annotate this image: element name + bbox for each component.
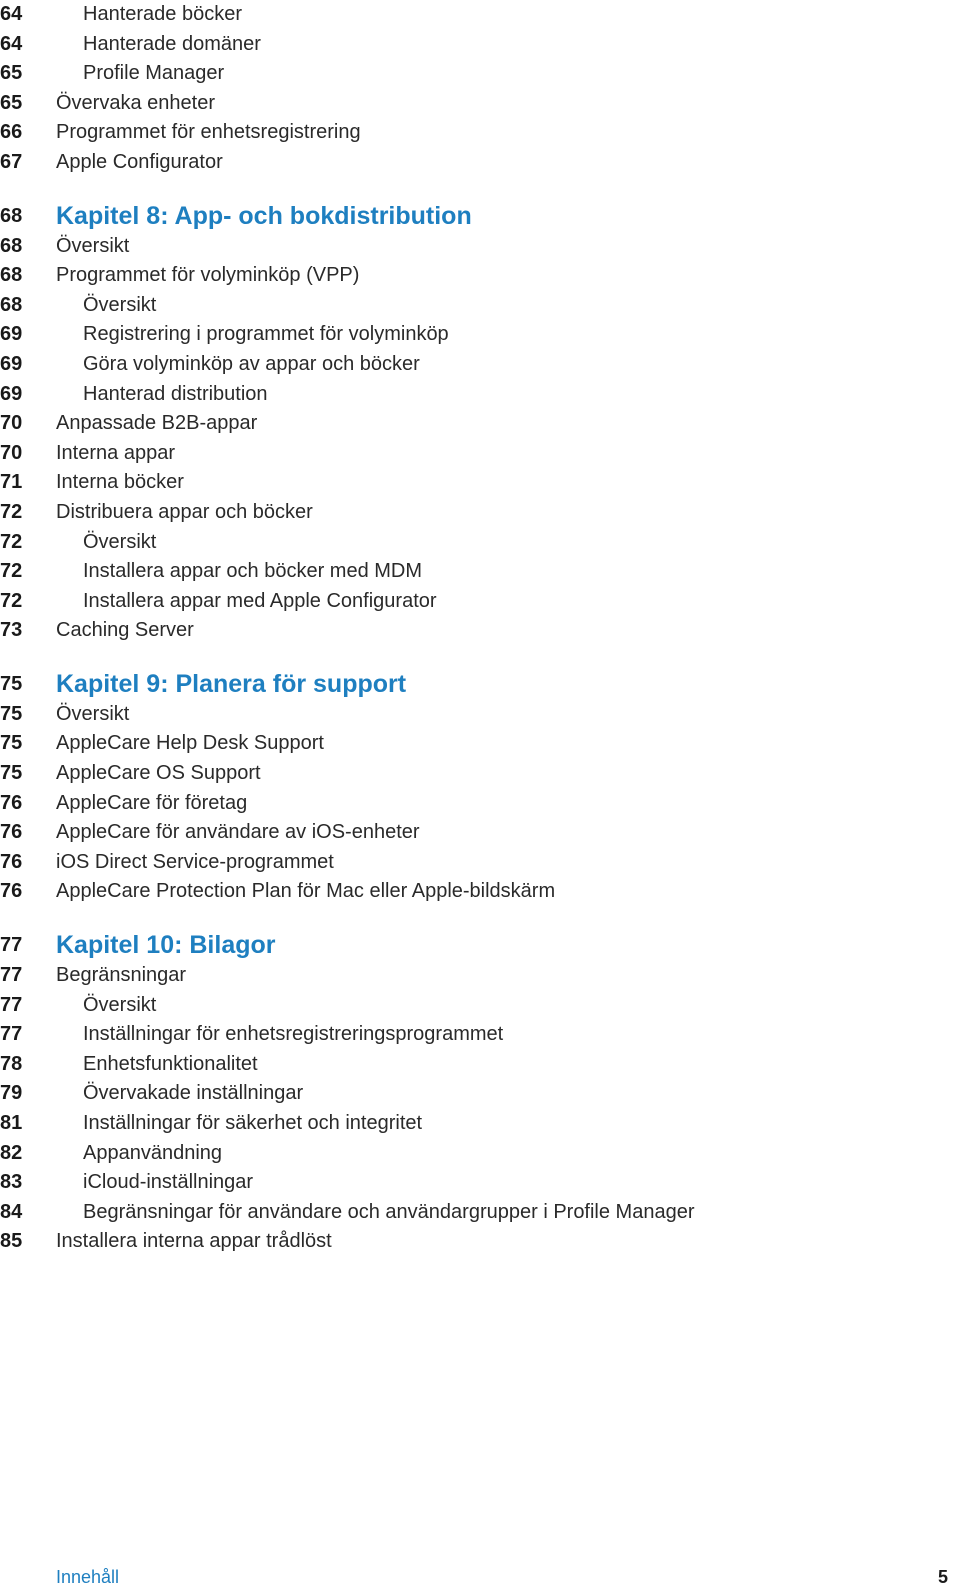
- toc-page-number: 77: [0, 934, 23, 957]
- toc-page-number: 65: [0, 91, 23, 114]
- toc-subentry[interactable]: [0, 1198, 960, 1228]
- toc-entry[interactable]: [0, 89, 960, 119]
- toc-section: [0, 201, 960, 646]
- toc-entry[interactable]: [0, 961, 960, 991]
- toc-subentry[interactable]: [0, 30, 960, 60]
- toc-page-number: 67: [0, 150, 23, 173]
- toc-entry-title: AppleCare OS Support: [56, 762, 261, 785]
- toc-page-number: 76: [0, 850, 23, 873]
- toc-entry-title: Hanterad distribution: [83, 382, 268, 405]
- toc-page-number: 68: [0, 264, 23, 287]
- toc-entry-title: AppleCare Help Desk Support: [56, 732, 324, 755]
- toc-page-number: 75: [0, 762, 23, 785]
- toc-entry[interactable]: [0, 261, 960, 291]
- toc-page-number: 77: [0, 993, 23, 1016]
- toc-page-number: 65: [0, 62, 23, 85]
- toc-entry-title: Hanterade böcker: [83, 3, 242, 25]
- toc-entry-title: Anpassade B2B-appar: [56, 412, 258, 435]
- toc-page-number: 75: [0, 702, 23, 725]
- toc-entry[interactable]: [0, 848, 960, 878]
- toc-entry-title: Installera interna appar trådlöst: [56, 1230, 332, 1253]
- toc-page-number: 76: [0, 821, 23, 844]
- toc-entry[interactable]: [0, 409, 960, 439]
- toc-entry-title: Översikt: [56, 234, 130, 257]
- toc-section: [0, 669, 960, 907]
- toc-page-number: 75: [0, 672, 23, 695]
- toc-page-number: 75: [0, 732, 23, 755]
- toc-entry[interactable]: [0, 439, 960, 469]
- chapter-title: Kapitel 8: App- och bokdistribution: [56, 201, 472, 230]
- toc-page-number: 66: [0, 121, 23, 144]
- toc-page-number: 69: [0, 323, 23, 346]
- footer-section-title: Innehåll: [56, 1567, 120, 1587]
- toc-entry-title: Enhetsfunktionalitet: [83, 1052, 258, 1075]
- toc-page-number: 72: [0, 589, 23, 612]
- toc-page-number: 82: [0, 1141, 23, 1164]
- toc-entry-title: Installera appar och böcker med MDM: [83, 560, 423, 583]
- toc-entry-title: Översikt: [83, 530, 157, 553]
- toc-entry-title: Profile Manager: [83, 62, 225, 85]
- chapter-heading[interactable]: [0, 201, 960, 232]
- toc-subentry[interactable]: [0, 0, 960, 30]
- chapter-title: Kapitel 9: Planera för support: [56, 669, 407, 698]
- toc-entry[interactable]: [0, 1227, 960, 1257]
- toc-page-number: 77: [0, 964, 23, 987]
- toc-section: [0, 930, 960, 1257]
- toc-entry[interactable]: [0, 818, 960, 848]
- toc-entry-title: Göra volyminköp av appar och böcker: [83, 352, 420, 375]
- toc-entry[interactable]: [0, 232, 960, 262]
- toc-subentry[interactable]: [0, 528, 960, 558]
- toc-entry-title: Appanvändning: [83, 1141, 223, 1164]
- toc-entry-title: AppleCare för användare av iOS-enheter: [56, 821, 420, 844]
- toc-page-number: 68: [0, 204, 23, 227]
- toc-page-number: 72: [0, 560, 23, 583]
- toc-entry-title: Installera appar med Apple Configurator: [83, 589, 437, 612]
- toc-page-number: 76: [0, 880, 23, 903]
- toc-page-number: 72: [0, 500, 23, 523]
- toc-entry-title: Inställningar för enhetsregistreringsprogrammet: [83, 1023, 504, 1046]
- toc-subentry[interactable]: [0, 1079, 960, 1109]
- toc-entry[interactable]: [0, 789, 960, 819]
- toc-subentry[interactable]: [0, 1109, 960, 1139]
- toc-page-number: 64: [0, 3, 23, 25]
- footer-page-number: 5: [937, 1567, 948, 1587]
- toc-page-number: 73: [0, 619, 23, 642]
- toc-entry-title: Interna appar: [56, 441, 175, 464]
- toc-subentry[interactable]: [0, 59, 960, 89]
- toc-page-number: 68: [0, 293, 23, 316]
- toc-subentry[interactable]: [0, 291, 960, 321]
- toc-page-number: 71: [0, 471, 23, 494]
- toc-entry-title: Övervakade inställningar: [83, 1082, 304, 1105]
- toc-page-number: 69: [0, 382, 23, 405]
- toc-page-number: 76: [0, 791, 23, 814]
- toc-entry[interactable]: [0, 877, 960, 907]
- toc-subentry[interactable]: [0, 380, 960, 410]
- toc-entry-title: Caching Server: [56, 619, 194, 642]
- toc-entry[interactable]: [0, 729, 960, 759]
- toc-entry-title: Interna böcker: [56, 471, 184, 494]
- toc-subentry[interactable]: [0, 557, 960, 587]
- toc-entry-title: Inställningar för säkerhet och integritet: [83, 1112, 423, 1134]
- chapter-title: Kapitel 10: Bilagor: [56, 931, 276, 960]
- toc-entry-title: Hanterade domäner: [83, 32, 261, 55]
- toc-subentry[interactable]: [0, 1139, 960, 1169]
- toc-entry[interactable]: [0, 148, 960, 178]
- toc-entry-title: AppleCare för företag: [56, 791, 248, 814]
- toc-page-number: 72: [0, 530, 23, 553]
- toc-page-number: 81: [0, 1112, 23, 1134]
- toc-entry[interactable]: [0, 616, 960, 646]
- toc-subentry[interactable]: [0, 587, 960, 617]
- toc-entry-title: iOS Direct Service-programmet: [56, 850, 334, 873]
- toc-page-number: 84: [0, 1200, 23, 1223]
- toc-entry[interactable]: [0, 118, 960, 148]
- toc-subentry[interactable]: [0, 1050, 960, 1080]
- toc-entry-title: Övervaka enheter: [56, 91, 215, 114]
- toc-subentry[interactable]: [0, 991, 960, 1021]
- toc-entry-title: Programmet för volyminköp (VPP): [56, 264, 360, 287]
- toc-page-number: 70: [0, 441, 23, 464]
- toc-page-number: 85: [0, 1230, 23, 1253]
- toc-page-number: 77: [0, 1023, 23, 1046]
- toc-entry[interactable]: [0, 759, 960, 789]
- chapter-heading[interactable]: [0, 930, 960, 961]
- toc-entry-title: Begränsningar: [56, 964, 187, 987]
- toc-entry-title: Registrering i programmet för volyminköp: [83, 323, 449, 346]
- toc-entry-title: Översikt: [83, 293, 157, 316]
- toc-page-number: 68: [0, 234, 23, 257]
- toc-entry-title: AppleCare Protection Plan för Mac eller Apple-bildskärm: [56, 880, 556, 903]
- toc-page-number: 64: [0, 32, 23, 55]
- toc-subentry[interactable]: [0, 1020, 960, 1050]
- toc-page-number: 70: [0, 412, 23, 435]
- toc-page-number: 69: [0, 352, 23, 375]
- toc-entry-title: iCloud-inställningar: [83, 1171, 254, 1194]
- page-footer: [0, 1565, 960, 1589]
- toc-entry-title: Distribuera appar och böcker: [56, 500, 313, 523]
- toc-page-number: 83: [0, 1171, 23, 1194]
- toc-subentry[interactable]: [0, 350, 960, 380]
- toc-subentry[interactable]: [0, 1168, 960, 1198]
- toc-section: [0, 0, 960, 178]
- toc-entry-title: Begränsningar för användare och användargrupper i Profile Manager: [83, 1200, 695, 1223]
- toc-entry-title: Översikt: [83, 993, 157, 1016]
- toc-entry-title: Översikt: [56, 702, 130, 725]
- toc-page-number: 78: [0, 1052, 23, 1075]
- toc-page-number: 79: [0, 1082, 23, 1105]
- toc-entry-title: Apple Configurator: [56, 150, 223, 173]
- toc-entry[interactable]: [0, 468, 960, 498]
- toc-entry-title: Programmet för enhetsregistrering: [56, 121, 361, 144]
- chapter-heading[interactable]: [0, 669, 960, 700]
- toc-subentry[interactable]: [0, 320, 960, 350]
- toc-entry[interactable]: [0, 498, 960, 528]
- toc-entry[interactable]: [0, 700, 960, 730]
